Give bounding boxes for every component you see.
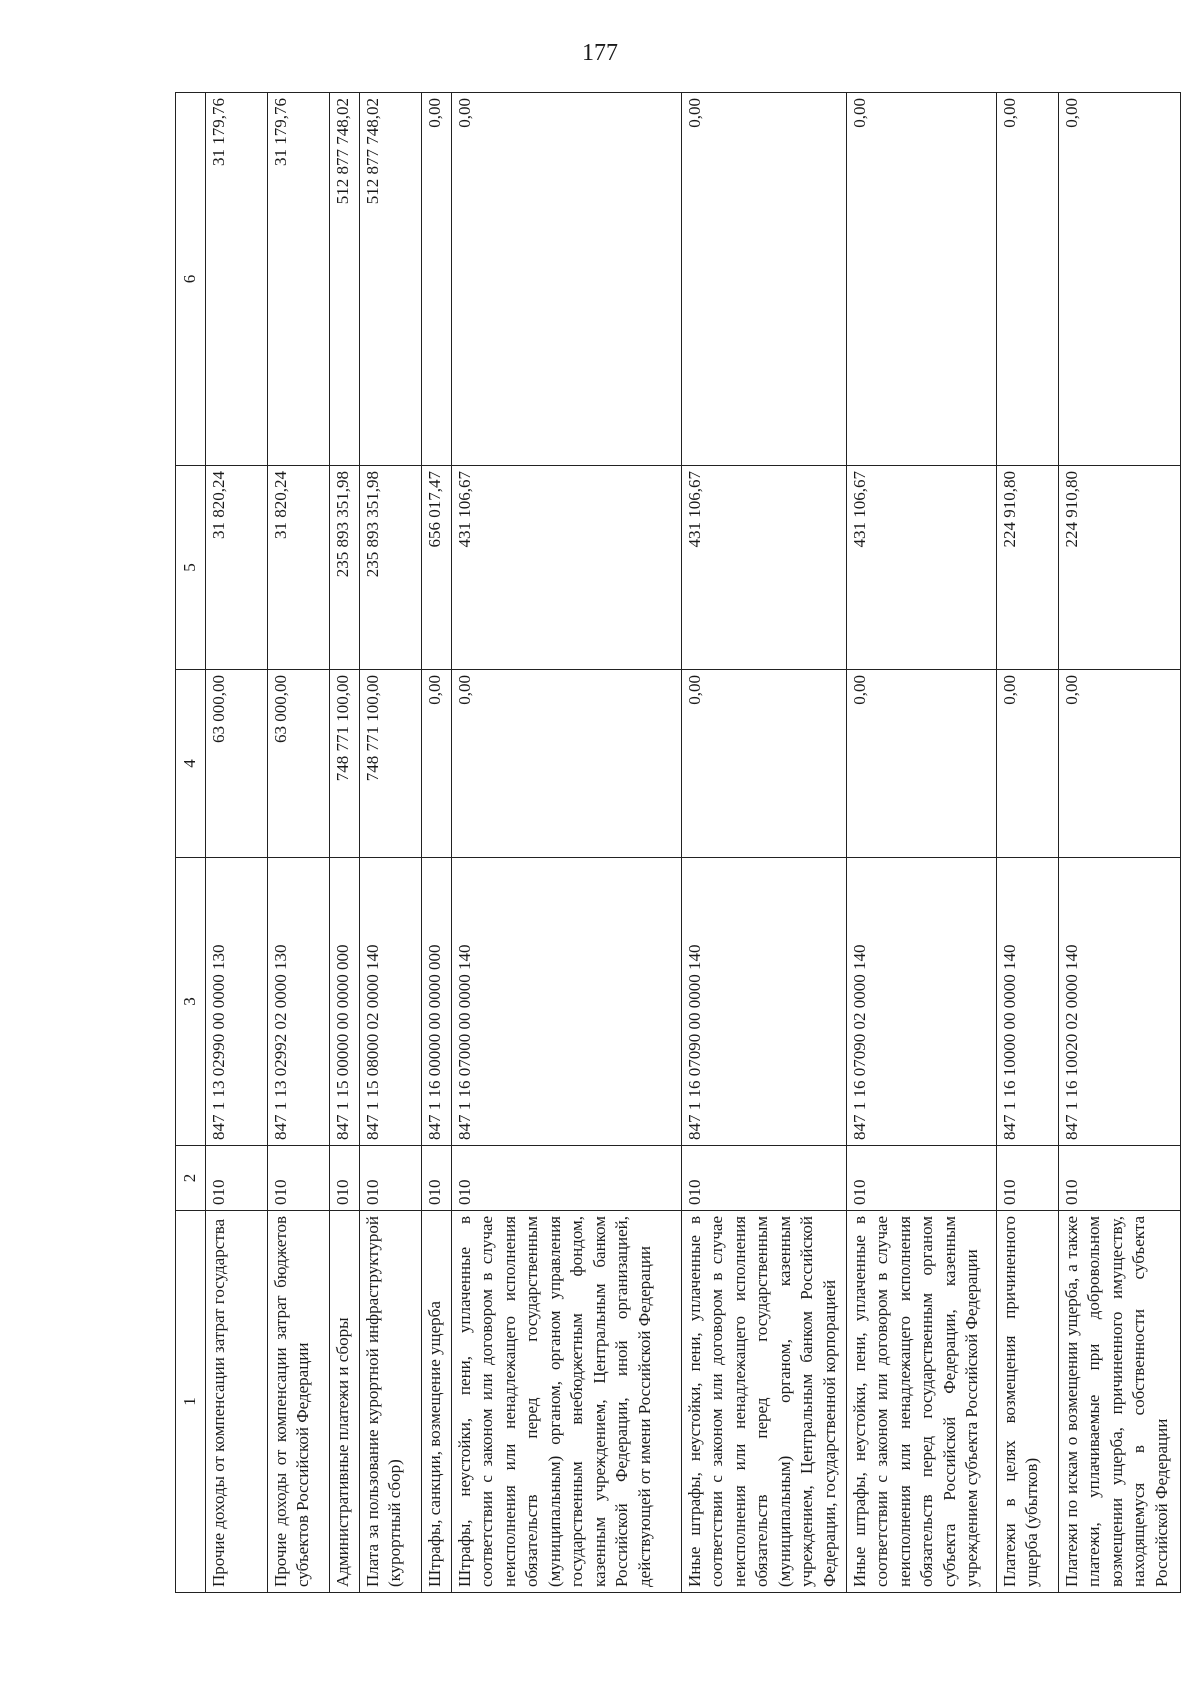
row-col5-value: 431 106,67 [452, 466, 682, 670]
row-budget-code-cell: 847 1 16 07000 00 0000 140 [452, 858, 682, 1146]
row-col4-value: 0,00 [1059, 670, 1181, 858]
revenue-table [175, 92, 1181, 1593]
row-col4-value: 63 000,00 [206, 670, 268, 858]
header-cell: 5 [176, 466, 206, 670]
row-line-code-cell: 010 [1059, 1146, 1181, 1211]
row-line-code-cell: 010 [360, 1146, 422, 1211]
row-name-cell: Платежи по искам о возмещении ущерба, а также платежи, уплачиваемые при добровольном возмещении ущерба, причиненного имуществу, находящемуся в собственности субъекта Российской Федерации [1059, 1211, 1181, 1593]
row-name-cell: Прочие доходы от компенсации затрат бюджетов субъектов Российской Федерации [268, 1211, 330, 1593]
header-cell: 2 [176, 1146, 206, 1211]
row-name-cell: Прочие доходы от компенсации затрат государства [206, 1211, 268, 1593]
row-line-code-cell: 010 [206, 1146, 268, 1211]
row-col6-value: 31 179,76 [206, 93, 268, 466]
row-budget-code-cell: 847 1 16 10020 02 0000 140 [1059, 858, 1181, 1146]
row-col5-value: 224 910,80 [1059, 466, 1181, 670]
row-col6-value: 0,00 [422, 93, 452, 466]
row-budget-code-cell: 847 1 16 10000 00 0000 140 [997, 858, 1059, 1146]
row-col4-value: 0,00 [997, 670, 1059, 858]
table-header-row [176, 93, 206, 1593]
header-cell: 3 [176, 858, 206, 1146]
row-col5-value: 656 017,47 [422, 466, 452, 670]
row-col4-value: 748 771 100,00 [360, 670, 422, 858]
row-budget-code-cell: 847 1 16 07090 00 0000 140 [682, 858, 847, 1146]
row-col5-value: 235 893 351,98 [330, 466, 360, 670]
row-budget-code-cell: 847 1 16 00000 00 0000 000 [422, 858, 452, 1146]
row-budget-code-cell: 847 1 15 08000 02 0000 140 [360, 858, 422, 1146]
row-budget-code-cell: 847 1 13 02990 00 0000 130 [206, 858, 268, 1146]
table-row [847, 93, 997, 1593]
table-row [452, 93, 682, 1593]
row-col6-value: 0,00 [847, 93, 997, 466]
row-col4-value: 63 000,00 [268, 670, 330, 858]
row-col4-value: 0,00 [422, 670, 452, 858]
row-name-cell: Штрафы, санкции, возмещение ущерба [422, 1211, 452, 1593]
row-line-code-cell: 010 [422, 1146, 452, 1211]
row-col4-value: 0,00 [847, 670, 997, 858]
row-col5-value: 31 820,24 [206, 466, 268, 670]
header-cell: 1 [176, 1211, 206, 1593]
table-row [268, 93, 330, 1593]
header-cell: 4 [176, 670, 206, 858]
row-budget-code-cell: 847 1 13 02992 02 0000 130 [268, 858, 330, 1146]
page-number: 177 [582, 40, 618, 66]
row-col5-value: 224 910,80 [997, 466, 1059, 670]
row-col6-value: 31 179,76 [268, 93, 330, 466]
row-col5-value: 431 106,67 [847, 466, 997, 670]
table-row [206, 93, 268, 1593]
row-col6-value: 0,00 [452, 93, 682, 466]
row-budget-code-cell: 847 1 15 00000 00 0000 000 [330, 858, 360, 1146]
row-col6-value: 0,00 [1059, 93, 1181, 466]
rotated-table-frame [175, 93, 1171, 1593]
row-budget-code-cell: 847 1 16 07090 02 0000 140 [847, 858, 997, 1146]
row-line-code-cell: 010 [682, 1146, 847, 1211]
row-name-cell: Иные штрафы, неустойки, пени, уплаченные в соответствии с законом или договором в случае неисполнения или ненадлежащего исполнения обязательств перед государственным (муниципальным) органом, казенным учреждением, Центральным банком Российской Федерации, государственной корпорацией [682, 1211, 847, 1593]
table-row [330, 93, 360, 1593]
header-cell: 6 [176, 93, 206, 466]
table-row [1059, 93, 1181, 1593]
row-col6-value: 0,00 [682, 93, 847, 466]
row-col6-value: 512 877 748,02 [360, 93, 422, 466]
row-name-cell: Плата за пользование курортной инфраструктурой (курортный сбор) [360, 1211, 422, 1593]
row-col4-value: 0,00 [682, 670, 847, 858]
row-line-code-cell: 010 [268, 1146, 330, 1211]
row-line-code-cell: 010 [847, 1146, 997, 1211]
row-line-code-cell: 010 [997, 1146, 1059, 1211]
row-name-cell: Штрафы, неустойки, пени, уплаченные в соответствии с законом или договором в случае неисполнения или ненадлежащего исполнения обязательств перед государственным (муниципальным) органом, органом управления государственным внебюджетным фондом, казенным учреждением, Центральным банком Российской Федерации, иной организацией, действующей от имени Российской Федерации [452, 1211, 682, 1593]
table-row [422, 93, 452, 1593]
row-col5-value: 431 106,67 [682, 466, 847, 670]
table-row [682, 93, 847, 1593]
row-name-cell: Административные платежи и сборы [330, 1211, 360, 1593]
row-col4-value: 748 771 100,00 [330, 670, 360, 858]
table-row [997, 93, 1059, 1593]
row-col6-value: 512 877 748,02 [330, 93, 360, 466]
row-col4-value: 0,00 [452, 670, 682, 858]
row-col6-value: 0,00 [997, 93, 1059, 466]
row-col5-value: 235 893 351,98 [360, 466, 422, 670]
row-line-code-cell: 010 [330, 1146, 360, 1211]
row-name-cell: Иные штрафы, неустойки, пени, уплаченные в соответствии с законом или договором в случае неисполнения или ненадлежащего исполнения обязательств перед государственным органом субъекта Российской Федерации, казенным учреждением субъекта Российской Федерации [847, 1211, 997, 1593]
row-line-code-cell: 010 [452, 1146, 682, 1211]
row-name-cell: Платежи в целях возмещения причиненного ущерба (убытков) [997, 1211, 1059, 1593]
table-row [360, 93, 422, 1593]
row-col5-value: 31 820,24 [268, 466, 330, 670]
